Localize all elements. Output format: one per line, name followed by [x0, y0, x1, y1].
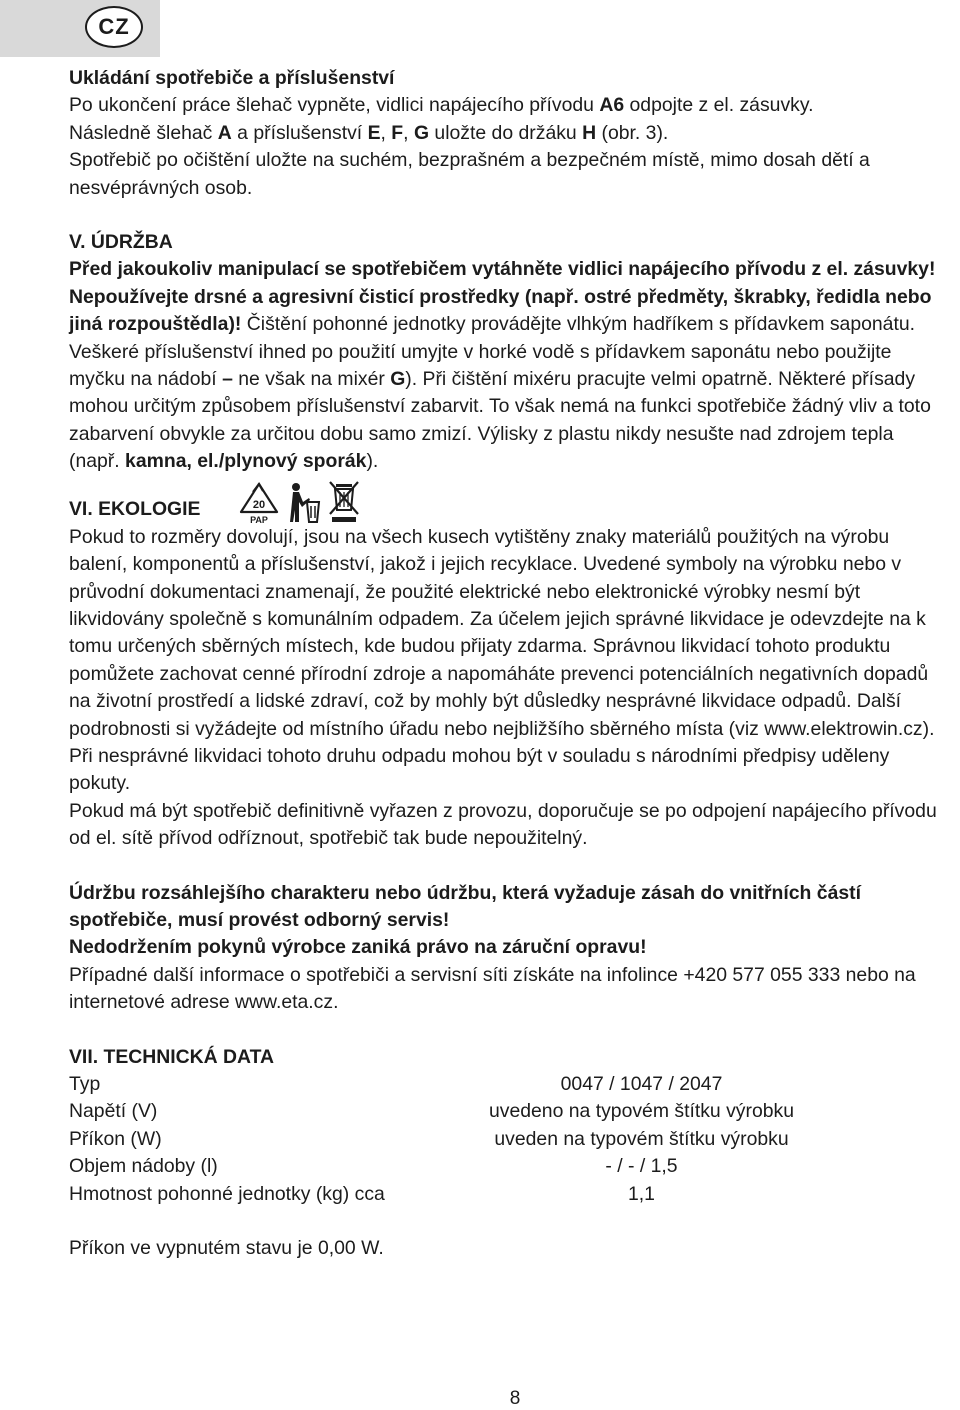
standby-power-note: Příkon ve vypnutém stavu je 0,00 W.: [69, 1236, 384, 1259]
ecology-paragraph-3: Pokud má být spotřebič definitivně vyřazen z provozu, doporučuje se po odpojení napájecího přívodu od el. sítě přívod odříznout, spotřebič tak bude nepoužitelný.: [69, 799, 937, 850]
ecology-symbols: [237, 478, 361, 524]
tech-heading: VII. TECHNICKÁ DATA: [69, 1045, 275, 1068]
tech-label: Příkon (W): [69, 1127, 162, 1150]
language-tab: [0, 0, 160, 57]
storage-paragraph-1: Po ukončení práce šlehač vypněte, vidlici napájecího přívodu A6 odpojte z el. zásuvky.: [69, 94, 814, 117]
ecology-paragraph-2: Při nesprávné likvidaci tohoto druhu odpadu mohou být v souladu s národními předpisy uděleny pokuty.: [69, 744, 890, 795]
tech-label: Napětí (V): [69, 1100, 158, 1123]
language-badge: CZ: [85, 6, 143, 48]
maintenance-paragraph: Před jakoukoliv manipulací se spotřebičem vytáhněte vidlici napájecího přívodu z el. zásuvky! Nepoužívejte drsné a agresivní čisticí prostředky (např. ostré předměty, škrabky, ředidla nebo jiná rozpouštědla)! Čištění pohonné jednotky provádějte vlhkým hadříkem s přídavkem saponátu. Veškeré příslušenství ihned po použití umyjte v horké vodě s přídavkem saponátu nebo použijte myčku na nádobí – ne však na mixér G). Při čištění mixéru pracujte velmi opatrně. Některé přísady mohou určitým způsobem příslušenství zabarvit. To však nemá na funkci spotřebiče žádný vliv a toto zabarvení obvykle za určitou dobu samo zmizí. Výlisky z plastu nikdy nesušte nad zdrojem tepla (např. kamna, el./plynový sporák).: [69, 258, 936, 473]
tech-label: Objem nádoby (l): [69, 1155, 218, 1178]
tech-label: Hmotnost pohonné jednotky (kg) cca: [69, 1182, 385, 1205]
ecology-heading: VI. EKOLOGIE: [69, 497, 201, 520]
storage-paragraph-2: Následně šlehač A a příslušenství E, F, G uložte do držáku H (obr. 3).: [69, 121, 669, 144]
recycle-pap-icon: [237, 480, 281, 524]
ecology-paragraph-1: Pokud to rozměry dovolují, jsou na všech kusech vytištěny znaky materiálů použitých na výrobu balení, komponentů a příslušenství, jakož i jejich recyklace. Uvedené symboly na výrobku nebo v průvodní dokumentaci znamenají, že použité elektrické nebo elektronické výrobky nesmí být likvidovány společně s komunálním odpadem. Za účelem jejich správné likvidace je odevzdejte na k tomu určených sběrných místech, kde budou přijaty zdarma. Správnou likvidací tohoto produktu pomůžete zachovat cenné přírodní zdroje a napomáháte prevenci potenciálních negativních dopadů na životní prostředí a lidské zdraví, což by mohly být důsledky nesprávné likvidace odpadů. Další podrobnosti si vyžádejte od místního úřadu nebo nejbližšího sběrného místa (viz www.elektrowin.cz).: [69, 525, 935, 740]
recycle-label: PAP: [250, 514, 269, 524]
page-content: [69, 65, 944, 1262]
crossed-bin-icon: [327, 478, 361, 524]
tech-row: [69, 1126, 944, 1153]
tech-value: 0047 / 1047 / 2047: [560, 1073, 723, 1095]
tidy-man-icon: [287, 480, 321, 524]
maintenance-heading: V. ÚDRŽBA: [69, 231, 173, 254]
service-warning-1: Údržbu rozsáhlejšího charakteru nebo údržbu, která vyžaduje zásah do vnitřních částí spotřebiče, musí provést odborný servis!: [69, 881, 861, 931]
recycle-number: 20: [253, 498, 266, 511]
tech-label: Typ: [69, 1073, 101, 1095]
page-number: 8: [509, 1388, 521, 1409]
tech-table: [69, 1071, 944, 1208]
tech-row: [69, 1071, 944, 1098]
tech-value: - / - / 1,5: [605, 1155, 678, 1178]
service-warning-2: Nedodržením pokynů výrobce zaniká právo na záruční opravu!: [69, 936, 647, 959]
tech-row: [69, 1153, 944, 1180]
tech-value: 1,1: [628, 1182, 655, 1205]
ecology-heading-row: [69, 476, 944, 524]
storage-paragraph-3: Spotřebič po očištění uložte na suchém, bezprašném a bezpečném místě, mimo dosah dětí a nesvéprávných osob.: [69, 149, 870, 199]
tech-row: [69, 1181, 944, 1208]
tech-value: uvedeno na typovém štítku výrobku: [488, 1100, 795, 1123]
service-info: Případné další informace o spotřebiči a servisní síti získáte na infolince +420 577 055 333 nebo na internetové adrese www.eta.cz.: [69, 963, 916, 1014]
storage-heading: Ukládání spotřebiče a příslušenství: [69, 67, 395, 89]
tech-value: uveden na typovém štítku výrobku: [494, 1127, 789, 1150]
tech-row: [69, 1098, 944, 1125]
